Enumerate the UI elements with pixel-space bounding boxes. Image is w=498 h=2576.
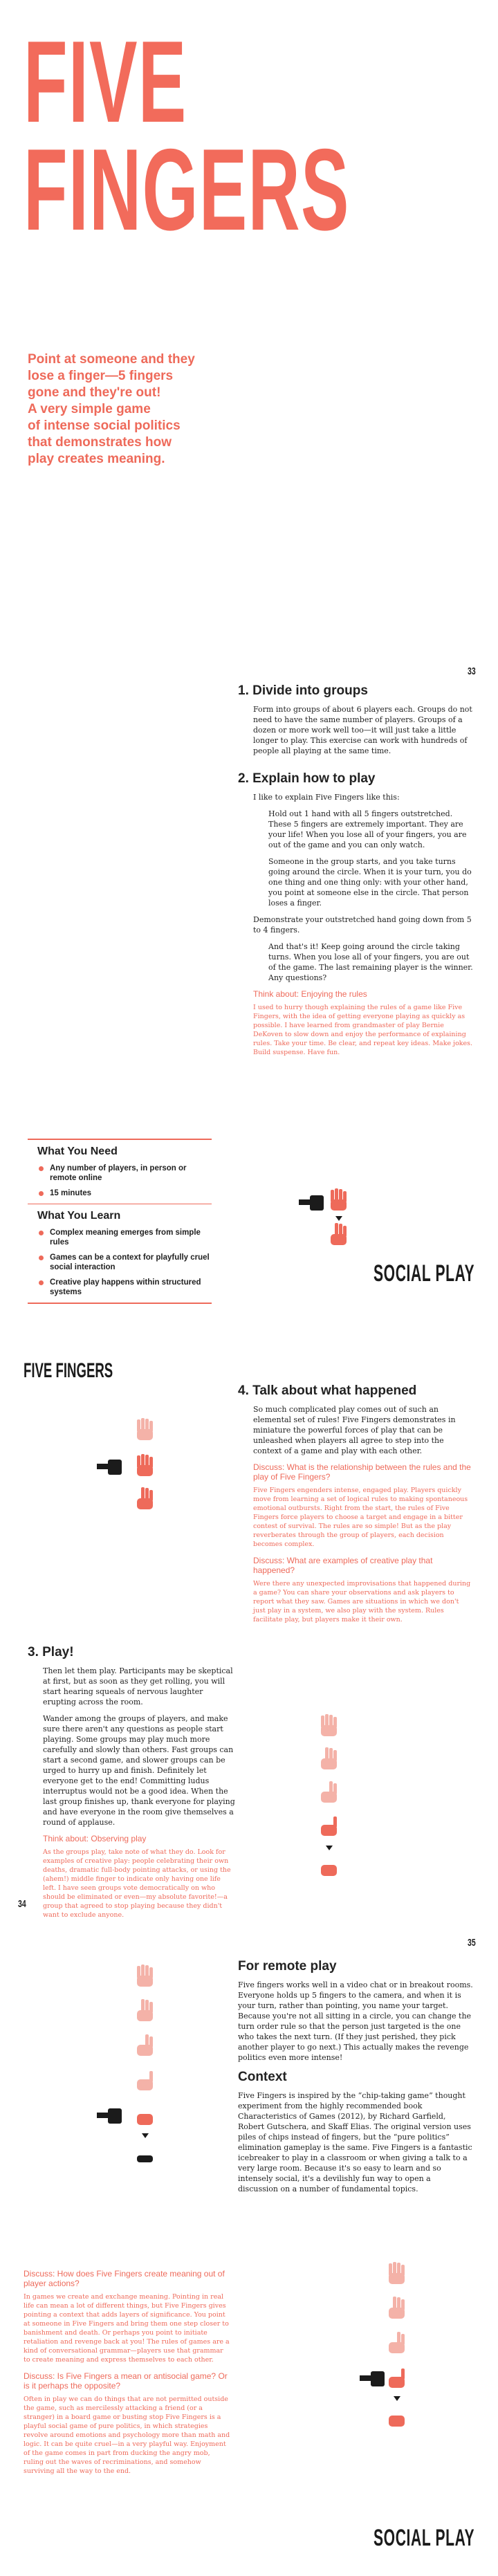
rules-quote <box>238 941 473 983</box>
hand-icon <box>136 2034 155 2059</box>
think-about-heading: Think about: Observing play <box>43 1834 147 1843</box>
section-remote <box>238 1959 473 2200</box>
section-divide-groups <box>238 683 473 762</box>
hand-icon <box>320 1747 339 1772</box>
page-number: 33 <box>468 665 476 677</box>
discuss-body: Often in play we can do things that are not permitted outside the game, such as mercilessly attacking a friend (or a stranger) in a board game or busting stop Five Fingers is a playful social game of pure politics, in which strategies revolve around emotions and psychology more than math and logic. It can be quite cruel—in a very playful way. Enjoyment of the game comes in part from ducking the angry mob, ruling out the waves of recriminations, and somehow surviving all the way to the end. <box>24 2395 230 2475</box>
quote-paragraph: Hold out 1 hand with all 5 fingers outstretched. These 5 fingers are extremely important. They are your life! When you lose all of your fingers, you are out of the game and you can only watch. <box>268 809 467 849</box>
discuss-heading: Discuss: What are examples of creative play that happened? <box>253 1556 433 1575</box>
think-about-box <box>238 989 473 1057</box>
social-play-stamp: SOCIAL PLAY <box>374 2525 475 2551</box>
discuss-body: Five Fingers engenders intense, engaged play. Players quickly move from learning a set of logical rules to making spontaneous emotional outbursts. Right from the start, the rules of Five Fingers force players to choose a target and engage in a bitter contest of survival. The rules are so simple! But as the play reverberates through the group of players, each decision becomes complex. <box>253 1487 468 1548</box>
chevron-down-icon <box>326 1846 333 1851</box>
tagline-line: Point at someone and they <box>28 352 195 367</box>
need-heading: What You Need <box>37 1145 118 1157</box>
list-item: Games can be a context for playfully cruel social interaction <box>37 1253 212 1272</box>
cover-title-line2: FINGERS <box>24 125 350 255</box>
section-body: So much complicated play comes out of such an elemental set of rules! Five Fingers demonstrates in miniature the powerful forces of play that can be unleashed when players all agree to step into the context of a game and play with each other. <box>253 1405 456 1455</box>
hand-illustration-sequence <box>97 1965 180 2227</box>
discuss-box <box>238 1462 473 1624</box>
tagline-line: lose a finger—5 fingers <box>28 369 174 383</box>
section-body: Five fingers works well in a video chat or in breakout rooms. Everyone holds up 5 fingers to the camera, and when it is your turn, rather than pointing, you name your target. Because you're not all sitting in a circle, you can change the turn order rule so that the person just targeted is the one who takes the next turn. (If they just perished, they pick another player to go next.) This actually makes the revenge politics even more intense! <box>238 1980 473 2062</box>
cover-title-line1: FIVE <box>24 17 187 147</box>
hand-icon <box>136 1454 155 1479</box>
info-box <box>28 1139 212 1304</box>
cover-tagline <box>28 351 256 468</box>
hand-illustration-sequence <box>311 1714 353 1894</box>
hand-icon <box>387 2404 407 2429</box>
need-list <box>37 1163 212 1198</box>
section-body: Five Fingers is inspired by the “chip-taking game” thought experiment from the highly recommended book Characteristics of Games (2012), by Richard Garfield, Robert Gutschera, and Skaff Elias. The original version uses piles of chips instead of fingers, but the “pure politics” elimination gameplay is the same. Five Fingers is a fantastic icebreaker to play in a classroom or when giving a talk to a very large room. Because it's so easy to learn and so intensely social, it's a devilishly fun way to open a discussion on a number of fundamental topics. <box>238 2091 472 2193</box>
hand-icon <box>320 1814 339 1839</box>
tagline-line: of intense social politics <box>28 418 181 433</box>
section-heading: 2. Explain how to play <box>238 771 376 786</box>
pointing-hand-icon <box>97 1458 123 1476</box>
think-about-heading: Think about: Enjoying the rules <box>253 989 367 999</box>
section-body: I like to explain Five Fingers like this: <box>253 793 400 802</box>
section-heading: 1. Divide into groups <box>238 683 368 698</box>
list-item: Creative play happens within structured systems <box>37 1278 212 1297</box>
running-title: FIVE FINGERS <box>24 1359 113 1382</box>
tagline-line: play creates meaning. <box>28 452 165 466</box>
hand-icon <box>320 1714 339 1739</box>
rules-quote <box>238 809 473 908</box>
quote-paragraph: Someone in the group starts, and you take turns going around the circle. When it is your turn, you do one thing and one thing only: with your other hand, you point at someone else in the circle. That person loses a finger. <box>268 857 472 908</box>
hand-icon <box>136 1487 155 1512</box>
section-explain <box>238 771 473 1057</box>
list-item: Complex meaning emerges from simple rules <box>37 1228 212 1247</box>
page-number: 35 <box>468 1937 476 1949</box>
divider <box>28 1303 212 1304</box>
divider <box>28 1139 212 1140</box>
cover-title <box>24 17 498 360</box>
hand-icon <box>387 2297 407 2321</box>
section-heading: 4. Talk about what happened <box>238 1383 417 1398</box>
learn-heading: What You Learn <box>37 1210 121 1222</box>
list-item: Any number of players, in person or remote online <box>37 1163 212 1183</box>
pointing-hand-icon <box>360 2370 386 2388</box>
think-about-box <box>28 1834 235 1920</box>
quote-paragraph: And that's it! Keep going around the circle taking turns. When you lose all of your fingers, you are out of the game. The last remaining player is the winner. Any questions? <box>268 942 473 982</box>
think-about-body: I used to hurry though explaining the rules of a game like Five Fingers, with the idea of getting everyone playing as quickly as possible. I have learned from grandmaster of play Bernie DeKoven to slow down and enjoy the performance of explaining rules. Take your time. Be clear, and repeat key ideas. Make jokes. Build suspense. Have fun. <box>253 1004 473 1056</box>
hand-icon <box>329 1188 349 1213</box>
hand-illustration-sequence <box>97 1418 180 1577</box>
section-body: Wander among the groups of players, and make sure there aren't any questions as people start playing. Some groups may play much more carefully and slowly than others. Fast groups can start a second game, and slower groups can be urged to hurry up and finish. Definitely let everyone get to the end! Committing ludus interruptus would not be a good idea. When the last group finishes up, thank everyone for playing and have everyone in the room give themselves a round of applause. <box>43 1714 235 1827</box>
tagline-line: A very simple game <box>28 402 151 416</box>
section-body: Then let them play. Participants may be skeptical at first, but as soon as they get rolling, you will start hearing squeals of nervous laughter erupting across the room. <box>43 1666 233 1706</box>
hand-illustration-pointing <box>299 1188 361 1244</box>
discuss-column <box>24 2269 231 2476</box>
pointing-hand-icon <box>299 1194 325 1212</box>
tagline-line: gone and they're out! <box>28 385 161 400</box>
hand-illustration-sequence <box>360 2262 422 2490</box>
section-heading: For remote play <box>238 1959 337 1974</box>
chevron-down-icon <box>142 2133 149 2139</box>
hand-icon <box>136 2068 155 2093</box>
hand-icon <box>136 1965 155 1989</box>
discuss-heading: Discuss: Is Five Fingers a mean or antisocial game? Or is it perhaps the opposite? <box>24 2371 228 2391</box>
section-play <box>28 1645 235 1920</box>
chevron-down-icon <box>335 1216 342 1222</box>
social-play-stamp: SOCIAL PLAY <box>374 1260 475 1287</box>
hand-icon <box>320 1854 339 1879</box>
section-heading: Context <box>238 2070 287 2084</box>
think-about-body: As the groups play, take note of what they do. Look for examples of creative play: people celebrating their own deaths, dramatic full-body pointing attacks, or using the (ahem!) middle finger to indicate only having one life left. I have seen groups vote democratically on who should be eliminated or even—my absolute favorite!—a group that agreed to stop playing because they didn't want to exclude anyone. <box>43 1848 231 1919</box>
section-heading: 3. Play! <box>28 1645 74 1659</box>
tagline-line: that demonstrates how <box>28 435 172 450</box>
discuss-body: In games we create and exchange meaning. Pointing in real life can mean a lot of different things, but Five Fingers gives pointing a context that adds layers of significance. You point at someone in Five Fingers and bring them one step closer to banishment and death. Or perhaps you point to initiate retaliation and revenge back at you! The rules of games are a kind of conversational grammar—players use that grammar to create meaning and express themselves to each other. <box>24 2293 230 2364</box>
hand-icon <box>136 1999 155 2024</box>
learn-list <box>37 1228 212 1297</box>
hand-icon <box>387 2262 407 2287</box>
discuss-heading: Discuss: What is the relationship between the rules and the play of Five Fingers? <box>253 1462 471 1482</box>
page-number: 34 <box>18 1898 26 1910</box>
hand-icon <box>136 2103 155 2128</box>
hand-icon <box>320 1781 339 1805</box>
hand-icon <box>387 2366 407 2391</box>
discuss-body: Were there any unexpected improvisations that happened during a game? You can share your observations and ask players to report what they saw. Games are situations in which we don't just play in a system, we also play with the system. Rules facilitate play, but players make it their own. <box>253 1580 471 1623</box>
divider <box>28 1204 212 1205</box>
hand-icon <box>136 2142 155 2166</box>
section-body: Demonstrate your outstretched hand going down from 5 to 4 fingers. <box>253 915 472 935</box>
section-body: Form into groups of about 6 players each. Groups do not need to have the same number of players. Groups of a dozen or more work well too—it will just take a little longer to play. This exercise can work with hundreds of people all playing at the same time. <box>253 705 472 755</box>
chevron-down-icon <box>394 2396 400 2402</box>
list-item: 15 minutes <box>37 1188 212 1198</box>
hand-icon <box>387 2331 407 2356</box>
hand-icon <box>329 1223 349 1248</box>
section-talk <box>238 1383 473 1624</box>
discuss-heading: Discuss: How does Five Fingers create meaning out of player actions? <box>24 2269 225 2288</box>
pointing-hand-icon <box>97 2107 123 2125</box>
hand-icon <box>136 1418 155 1443</box>
